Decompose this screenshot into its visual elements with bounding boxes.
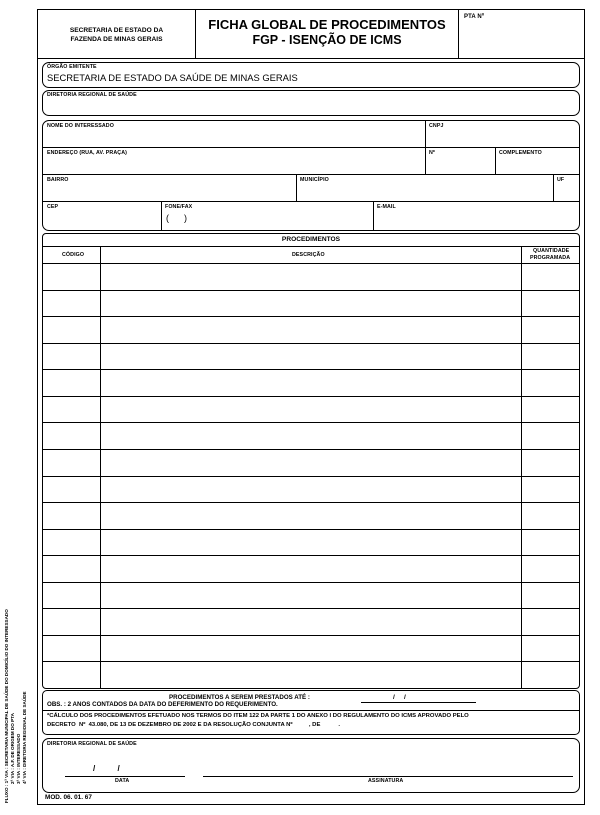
state-divider (553, 174, 554, 201)
procedure-code-cell[interactable] (45, 425, 98, 447)
phone-field[interactable] (203, 212, 369, 226)
procedure-quantity-cell[interactable] (524, 532, 577, 554)
procedure-quantity-cell[interactable] (524, 585, 577, 607)
signature-date-marks: / / (93, 764, 120, 773)
address-field[interactable] (47, 158, 421, 172)
procedure-code-cell[interactable] (45, 372, 98, 394)
procedure-code-cell[interactable] (45, 266, 98, 288)
procedure-description-cell[interactable] (103, 479, 519, 501)
issuer-box (42, 62, 580, 88)
signature-regional-label: DIRETORIA REGIONAL DE SAÚDE (47, 741, 137, 747)
procedure-row (43, 316, 579, 343)
procedure-row (43, 661, 579, 688)
procedure-description-cell[interactable] (103, 505, 519, 527)
procedure-quantity-cell[interactable] (524, 319, 577, 341)
procedure-quantity-cell[interactable] (524, 266, 577, 288)
state-field[interactable] (557, 185, 575, 199)
email-field[interactable] (377, 212, 575, 226)
phone-area-code-parens: ( ) (166, 213, 187, 223)
applicant-box (42, 120, 580, 231)
procedure-code-cell[interactable] (45, 611, 98, 633)
procedure-code-cell[interactable] (45, 558, 98, 580)
procedure-description-cell[interactable] (103, 266, 519, 288)
form-title (196, 10, 459, 59)
procedure-description-cell[interactable] (103, 532, 519, 554)
procedure-code-cell[interactable] (45, 452, 98, 474)
agency-line-2: FAZENDA DE MINAS GERAIS (70, 36, 163, 43)
procedure-row (43, 369, 579, 396)
procedure-quantity-cell[interactable] (524, 479, 577, 501)
procedure-code-cell[interactable] (45, 505, 98, 527)
form-page (37, 9, 585, 805)
city-divider (296, 174, 297, 201)
procedure-description-cell[interactable] (103, 664, 519, 686)
notes-box (42, 690, 580, 735)
procedure-description-cell[interactable] (103, 638, 519, 660)
procedures-table (42, 233, 580, 689)
flow-line-2: 2ª VIA : A.F. DE ORIGEM DO PTA (10, 713, 15, 784)
deadline-label: PROCEDIMENTOS A SEREM PRESTADOS ATÉ : (169, 694, 310, 701)
procedure-row (43, 449, 579, 476)
address-label: ENDEREÇO (RUA, AV. PRAÇA) (47, 150, 127, 156)
procedure-row (43, 529, 579, 556)
phone-label: FONE/FAX (165, 204, 193, 210)
procedure-description-cell[interactable] (103, 346, 519, 368)
col-code-header: CÓDIGO (62, 252, 85, 258)
flow-line-1: FLUXO : 1ª VIA : SECRETARIA MUNICIPAL DE SAÚDE DO DOMICÍLIO DO INTERESSADO (4, 609, 9, 803)
name-field[interactable] (47, 131, 421, 145)
procedure-quantity-cell[interactable] (524, 638, 577, 660)
procedure-quantity-cell[interactable] (524, 664, 577, 686)
applicant-row-divider-1 (43, 147, 579, 148)
deadline-underline (361, 702, 476, 703)
header-divider (38, 58, 584, 59)
procedure-quantity-cell[interactable] (524, 611, 577, 633)
procedure-description-cell[interactable] (103, 452, 519, 474)
procedure-code-cell[interactable] (45, 479, 98, 501)
procedure-description-cell[interactable] (103, 319, 519, 341)
zip-field[interactable] (47, 212, 157, 226)
complement-divider (495, 147, 496, 174)
procedure-row (43, 502, 579, 529)
procedure-description-cell[interactable] (103, 558, 519, 580)
procedure-quantity-cell[interactable] (524, 505, 577, 527)
calc-note-line-2: DECRETO Nº 43.080, DE 13 DE DEZEMBRO DE 2002 E DA RESOLUÇÃO CONJUNTA Nº , DE . (47, 722, 341, 728)
signature-area[interactable] (203, 753, 573, 776)
procedure-description-cell[interactable] (103, 585, 519, 607)
procedure-code-cell[interactable] (45, 319, 98, 341)
signature-box (42, 738, 580, 793)
procedure-description-cell[interactable] (103, 425, 519, 447)
cnpj-field[interactable] (429, 131, 575, 145)
deadline-date: / / (393, 694, 406, 701)
city-field[interactable] (300, 185, 550, 199)
procedure-code-cell[interactable] (45, 585, 98, 607)
signature-line (203, 776, 573, 777)
procedure-quantity-cell[interactable] (524, 558, 577, 580)
applicant-row-divider-2 (43, 174, 579, 175)
title-line-1: FICHA GLOBAL DE PROCEDIMENTOS (208, 17, 446, 32)
notes-divider (43, 710, 579, 711)
pta-number-label: PTA Nº (464, 14, 485, 20)
procedure-code-cell[interactable] (45, 399, 98, 421)
date-label: DATA (115, 778, 130, 784)
obs-note: OBS. : 2 ANOS CONTADOS DA DATA DO DEFERIMENTO DO REQUERIMENTO. (47, 701, 278, 708)
procedure-row (43, 422, 579, 449)
date-line (65, 776, 185, 777)
complement-label: COMPLEMENTO (499, 150, 542, 156)
flow-line-4: 4ª VIA : DIRETORIA REGIONAL DE SAÚDE (22, 691, 27, 784)
col-qty-header-line-2: PROGRAMADA (530, 255, 571, 261)
procedure-row (43, 555, 579, 582)
number-field[interactable] (429, 158, 491, 172)
procedures-title: PROCEDIMENTOS (281, 236, 341, 243)
procedure-rows (43, 263, 579, 688)
procedure-quantity-cell[interactable] (524, 452, 577, 474)
procedure-quantity-cell[interactable] (524, 346, 577, 368)
procedure-description-cell[interactable] (103, 611, 519, 633)
procedure-quantity-cell[interactable] (524, 425, 577, 447)
regional-directorate-field[interactable] (47, 100, 575, 114)
number-divider (425, 147, 426, 174)
complement-field[interactable] (499, 158, 575, 172)
applicant-row-divider-3 (43, 201, 579, 202)
procedure-row (43, 608, 579, 635)
email-label: E-MAIL (377, 204, 396, 210)
procedure-quantity-cell[interactable] (524, 293, 577, 315)
procedure-description-cell[interactable] (103, 372, 519, 394)
number-label: Nº (429, 150, 435, 156)
city-label: MUNICÍPIO (300, 177, 329, 183)
procedure-description-cell[interactable] (103, 399, 519, 421)
col-description-header: DESCRIÇÃO (292, 252, 325, 258)
district-field[interactable] (47, 185, 293, 199)
cnpj-divider (425, 121, 426, 147)
procedure-code-cell[interactable] (45, 346, 98, 368)
phone-divider (161, 201, 162, 230)
agency-line-1: SECRETARIA DE ESTADO DA (69, 27, 164, 34)
procedure-row (43, 263, 579, 290)
email-divider (373, 201, 374, 230)
procedure-row (43, 476, 579, 503)
cnpj-label: CNPJ (429, 123, 444, 129)
procedure-description-cell[interactable] (103, 293, 519, 315)
signature-label: ASSINATURA (368, 778, 404, 784)
procedure-code-cell[interactable] (45, 532, 98, 554)
flow-line-3: 3ª VIA : INTERESSADO (16, 733, 21, 784)
header-agency (38, 10, 196, 59)
procedure-row (43, 582, 579, 609)
regional-directorate-label: DIRETORIA REGIONAL DE SAÚDE (47, 92, 137, 98)
issuer-value: SECRETARIA DE ESTADO DA SAÚDE DE MINAS GERAIS (47, 72, 298, 83)
name-label: NOME DO INTERESSADO (47, 123, 114, 129)
procedure-code-cell[interactable] (45, 293, 98, 315)
zip-label: CEP (47, 204, 59, 210)
col-qty-header-line-1: QUANTIDADE (533, 248, 570, 254)
form-model-code: MOD. 06. 01. 67 (45, 794, 92, 801)
title-line-2: FGP - ISENÇÃO DE ICMS (252, 33, 402, 47)
copy-flow-notes (4, 609, 28, 803)
procedure-code-cell[interactable] (45, 638, 98, 660)
calc-note-line-1: *CÁLCULO DOS PROCEDIMENTOS EFETUADO NOS TERMOS DO ITEM 122 DA PARTE 1 DO ANEXO I DO REGULAMENTO DO ICMS APROVADO PELO (47, 713, 469, 719)
procedure-row (43, 290, 579, 317)
district-label: BAIRRO (47, 177, 69, 183)
signature-date-field[interactable] (65, 763, 185, 775)
procedure-row (43, 396, 579, 423)
regional-directorate-box (42, 90, 580, 116)
pta-number-field[interactable] (464, 24, 580, 54)
procedure-quantity-cell[interactable] (524, 399, 577, 421)
procedure-row (43, 635, 579, 662)
state-label: UF (557, 177, 565, 183)
procedure-code-cell[interactable] (45, 664, 98, 686)
procedure-row (43, 343, 579, 370)
procedure-quantity-cell[interactable] (524, 372, 577, 394)
issuer-label: ÓRGÃO EMITENTE (47, 64, 97, 70)
procedures-title-divider (43, 246, 579, 247)
